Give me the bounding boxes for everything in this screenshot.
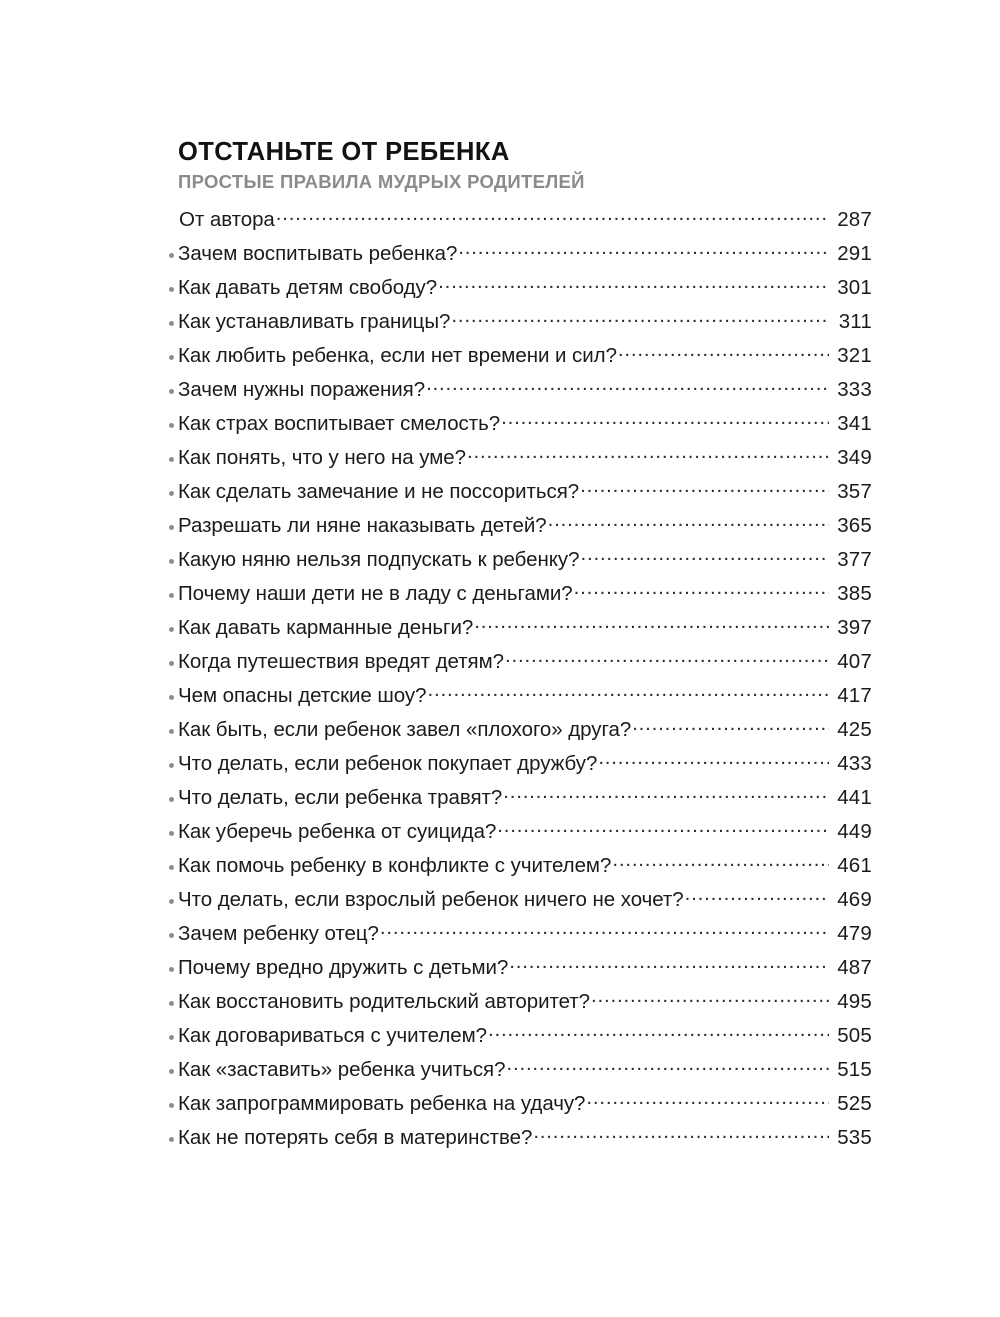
toc-entry-page-number: 479 bbox=[837, 922, 872, 946]
toc-entry-label: Как давать карманные деньги? bbox=[178, 616, 474, 640]
bullet-icon bbox=[169, 695, 174, 700]
toc-leader-dots bbox=[427, 682, 829, 703]
toc-entry-page-number: 357 bbox=[837, 480, 872, 504]
toc-entry-page-number: 301 bbox=[837, 276, 872, 300]
toc-entry-page-number: 441 bbox=[837, 786, 872, 810]
bullet-icon bbox=[169, 491, 174, 496]
toc-entry-page-number: 385 bbox=[837, 582, 872, 606]
bullet-icon bbox=[169, 865, 174, 870]
bullet-icon bbox=[169, 457, 174, 462]
bullet-icon bbox=[169, 1137, 174, 1142]
toc-entry-label: Чем опасны детские шоу? bbox=[178, 684, 427, 708]
toc-leader-dots bbox=[276, 206, 829, 227]
toc-entry-page-number: 461 bbox=[837, 854, 872, 878]
bullet-icon bbox=[169, 763, 174, 768]
toc-entry-label: Как помочь ребенку в конфликте с учителем? bbox=[178, 854, 612, 878]
toc-entry-label: Зачем нужны поражения? bbox=[178, 378, 426, 402]
toc-entry-page-number: 311 bbox=[838, 310, 872, 334]
toc-entry-label: Как давать детям свободу? bbox=[178, 276, 438, 300]
toc-entry-page-number: 535 bbox=[837, 1126, 872, 1150]
toc-entry-page-number: 505 bbox=[837, 1024, 872, 1048]
toc-entry[interactable] bbox=[178, 240, 872, 274]
bullet-icon bbox=[169, 729, 174, 734]
toc-entry-label: Как устанавливать границы? bbox=[178, 310, 451, 334]
bullet-icon bbox=[169, 389, 174, 394]
toc-entry[interactable] bbox=[178, 410, 872, 444]
toc-entry-page-number: 469 bbox=[837, 888, 872, 912]
toc-entry-page-number: 515 bbox=[837, 1058, 872, 1082]
bullet-icon bbox=[169, 831, 174, 836]
toc-entry-label: Почему вредно дружить с детьми? bbox=[178, 956, 509, 980]
toc-entry[interactable] bbox=[178, 376, 872, 410]
toc-entry-page-number: 449 bbox=[837, 820, 872, 844]
toc-entry-label: Разрешать ли няне наказывать детей? bbox=[178, 514, 547, 538]
toc-entry-label: Зачем ребенку отец? bbox=[178, 922, 379, 946]
toc-entry[interactable] bbox=[178, 614, 872, 648]
bullet-icon bbox=[169, 1069, 174, 1074]
toc-entry-page-number: 495 bbox=[837, 990, 872, 1014]
toc-entry-label: Как договариваться с учителем? bbox=[178, 1024, 488, 1048]
toc-entry-label: Как понять, что у него на уме? bbox=[178, 446, 466, 470]
toc-entry[interactable] bbox=[178, 478, 872, 512]
toc-entry-page-number: 433 bbox=[837, 752, 872, 776]
toc-entry[interactable] bbox=[178, 648, 872, 682]
toc-leader-dots bbox=[380, 920, 829, 941]
table-of-contents bbox=[178, 138, 872, 1158]
toc-list bbox=[178, 206, 872, 1158]
toc-leader-dots bbox=[685, 886, 829, 907]
toc-entry[interactable] bbox=[178, 750, 872, 784]
bullet-icon bbox=[169, 933, 174, 938]
toc-entry[interactable] bbox=[178, 512, 872, 546]
toc-entry-label: Как «заставить» ребенка учиться? bbox=[178, 1058, 506, 1082]
toc-leader-dots bbox=[467, 444, 829, 465]
toc-entry-page-number: 525 bbox=[837, 1092, 872, 1116]
bullet-icon bbox=[169, 321, 174, 326]
bullet-icon bbox=[169, 797, 174, 802]
toc-entry[interactable] bbox=[178, 716, 872, 750]
toc-entry[interactable] bbox=[178, 342, 872, 376]
toc-leader-dots bbox=[612, 852, 829, 873]
toc-entry[interactable] bbox=[178, 444, 872, 478]
toc-leader-dots bbox=[503, 784, 829, 805]
toc-entry-label: Зачем воспитывать ребенка? bbox=[178, 242, 458, 266]
bullet-icon bbox=[169, 1103, 174, 1108]
toc-entry-label: Что делать, если ребенка травят? bbox=[178, 786, 503, 810]
bullet-icon bbox=[169, 253, 174, 258]
toc-entry-page-number: 341 bbox=[837, 412, 872, 436]
toc-entry[interactable] bbox=[178, 886, 872, 920]
toc-leader-dots bbox=[474, 614, 829, 635]
toc-entry-page-number: 333 bbox=[837, 378, 872, 402]
toc-entry[interactable] bbox=[178, 1090, 872, 1124]
toc-entry[interactable] bbox=[178, 546, 872, 580]
toc-entry-label: Как уберечь ребенка от суицида? bbox=[178, 820, 497, 844]
toc-entry-page-number: 287 bbox=[837, 208, 872, 232]
toc-leader-dots bbox=[501, 410, 829, 431]
toc-leader-dots bbox=[533, 1124, 829, 1145]
toc-entry-label: Как страх воспитывает смелость? bbox=[178, 412, 501, 436]
bullet-icon bbox=[169, 1001, 174, 1006]
toc-entry-label: Как быть, если ребенок завел «плохого» друга? bbox=[178, 718, 632, 742]
toc-leader-dots bbox=[618, 342, 829, 363]
toc-entry-label: Почему наши дети не в ладу с деньгами? bbox=[178, 582, 573, 606]
toc-entry[interactable] bbox=[178, 206, 872, 240]
toc-entry[interactable] bbox=[178, 988, 872, 1022]
toc-entry-label: Как любить ребенка, если нет времени и сил? bbox=[178, 344, 617, 368]
toc-entry[interactable] bbox=[178, 818, 872, 852]
toc-leader-dots bbox=[497, 818, 829, 839]
toc-leader-dots bbox=[591, 988, 829, 1009]
toc-entry-page-number: 417 bbox=[837, 684, 872, 708]
toc-entry-label: Как сделать замечание и не поссориться? bbox=[178, 480, 580, 504]
toc-entry-page-number: 291 bbox=[837, 242, 872, 266]
toc-entry-label: От автора bbox=[179, 208, 275, 232]
toc-entry[interactable] bbox=[178, 682, 872, 716]
bullet-icon bbox=[169, 899, 174, 904]
toc-entry-page-number: 487 bbox=[837, 956, 872, 980]
toc-leader-dots bbox=[458, 240, 829, 261]
toc-entry[interactable] bbox=[178, 1022, 872, 1056]
toc-leader-dots bbox=[506, 1056, 829, 1077]
bullet-icon bbox=[169, 525, 174, 530]
toc-leader-dots bbox=[509, 954, 829, 975]
toc-entry-label: Когда путешествия вредят детям? bbox=[178, 650, 504, 674]
bullet-icon bbox=[169, 423, 174, 428]
bullet-icon bbox=[169, 593, 174, 598]
toc-entry[interactable] bbox=[178, 920, 872, 954]
bullet-icon bbox=[169, 355, 174, 360]
page-title: ОТСТАНЬТЕ ОТ РЕБЕНКА bbox=[178, 138, 510, 166]
toc-leader-dots bbox=[580, 546, 829, 567]
bullet-icon bbox=[169, 559, 174, 564]
page-subtitle: ПРОСТЫЕ ПРАВИЛА МУДРЫХ РОДИТЕЛЕЙ bbox=[178, 170, 585, 192]
toc-entry-page-number: 321 bbox=[837, 344, 872, 368]
toc-entry-page-number: 349 bbox=[837, 446, 872, 470]
toc-entry[interactable] bbox=[178, 274, 872, 308]
toc-entry-label: Что делать, если взрослый ребенок ничего не хочет? bbox=[178, 888, 684, 912]
toc-entry-page-number: 397 bbox=[837, 616, 872, 640]
bullet-icon bbox=[169, 967, 174, 972]
toc-entry-label: Как не потерять себя в материнстве? bbox=[178, 1126, 533, 1150]
toc-entry[interactable] bbox=[178, 1056, 872, 1090]
toc-entry[interactable] bbox=[178, 580, 872, 614]
toc-leader-dots bbox=[580, 478, 829, 499]
toc-entry-label: Как запрограммировать ребенка на удачу? bbox=[178, 1092, 586, 1116]
toc-leader-dots bbox=[574, 580, 829, 601]
bullet-icon bbox=[169, 1035, 174, 1040]
toc-entry[interactable] bbox=[178, 1124, 872, 1158]
toc-leader-dots bbox=[451, 308, 829, 329]
bullet-icon bbox=[169, 661, 174, 666]
toc-entry-label: Что делать, если ребенок покупает дружбу? bbox=[178, 752, 598, 776]
toc-entry-label: Как восстановить родительский авторитет? bbox=[178, 990, 590, 1014]
bullet-icon bbox=[169, 287, 174, 292]
toc-entry[interactable] bbox=[178, 852, 872, 886]
toc-entry-page-number: 365 bbox=[837, 514, 872, 538]
toc-leader-dots bbox=[548, 512, 829, 533]
toc-entry[interactable] bbox=[178, 784, 872, 818]
toc-entry[interactable] bbox=[178, 308, 872, 342]
toc-entry-page-number: 377 bbox=[837, 548, 872, 572]
toc-leader-dots bbox=[586, 1090, 829, 1111]
toc-entry-label: Какую няню нельзя подпускать к ребенку? bbox=[178, 548, 580, 572]
toc-leader-dots bbox=[505, 648, 829, 669]
toc-leader-dots bbox=[632, 716, 829, 737]
toc-entry-page-number: 425 bbox=[837, 718, 872, 742]
toc-leader-dots bbox=[488, 1022, 829, 1043]
toc-entry-page-number: 407 bbox=[837, 650, 872, 674]
toc-entry[interactable] bbox=[178, 954, 872, 988]
toc-leader-dots bbox=[438, 274, 829, 295]
toc-leader-dots bbox=[598, 750, 829, 771]
bullet-icon bbox=[169, 627, 174, 632]
toc-leader-dots bbox=[426, 376, 829, 397]
